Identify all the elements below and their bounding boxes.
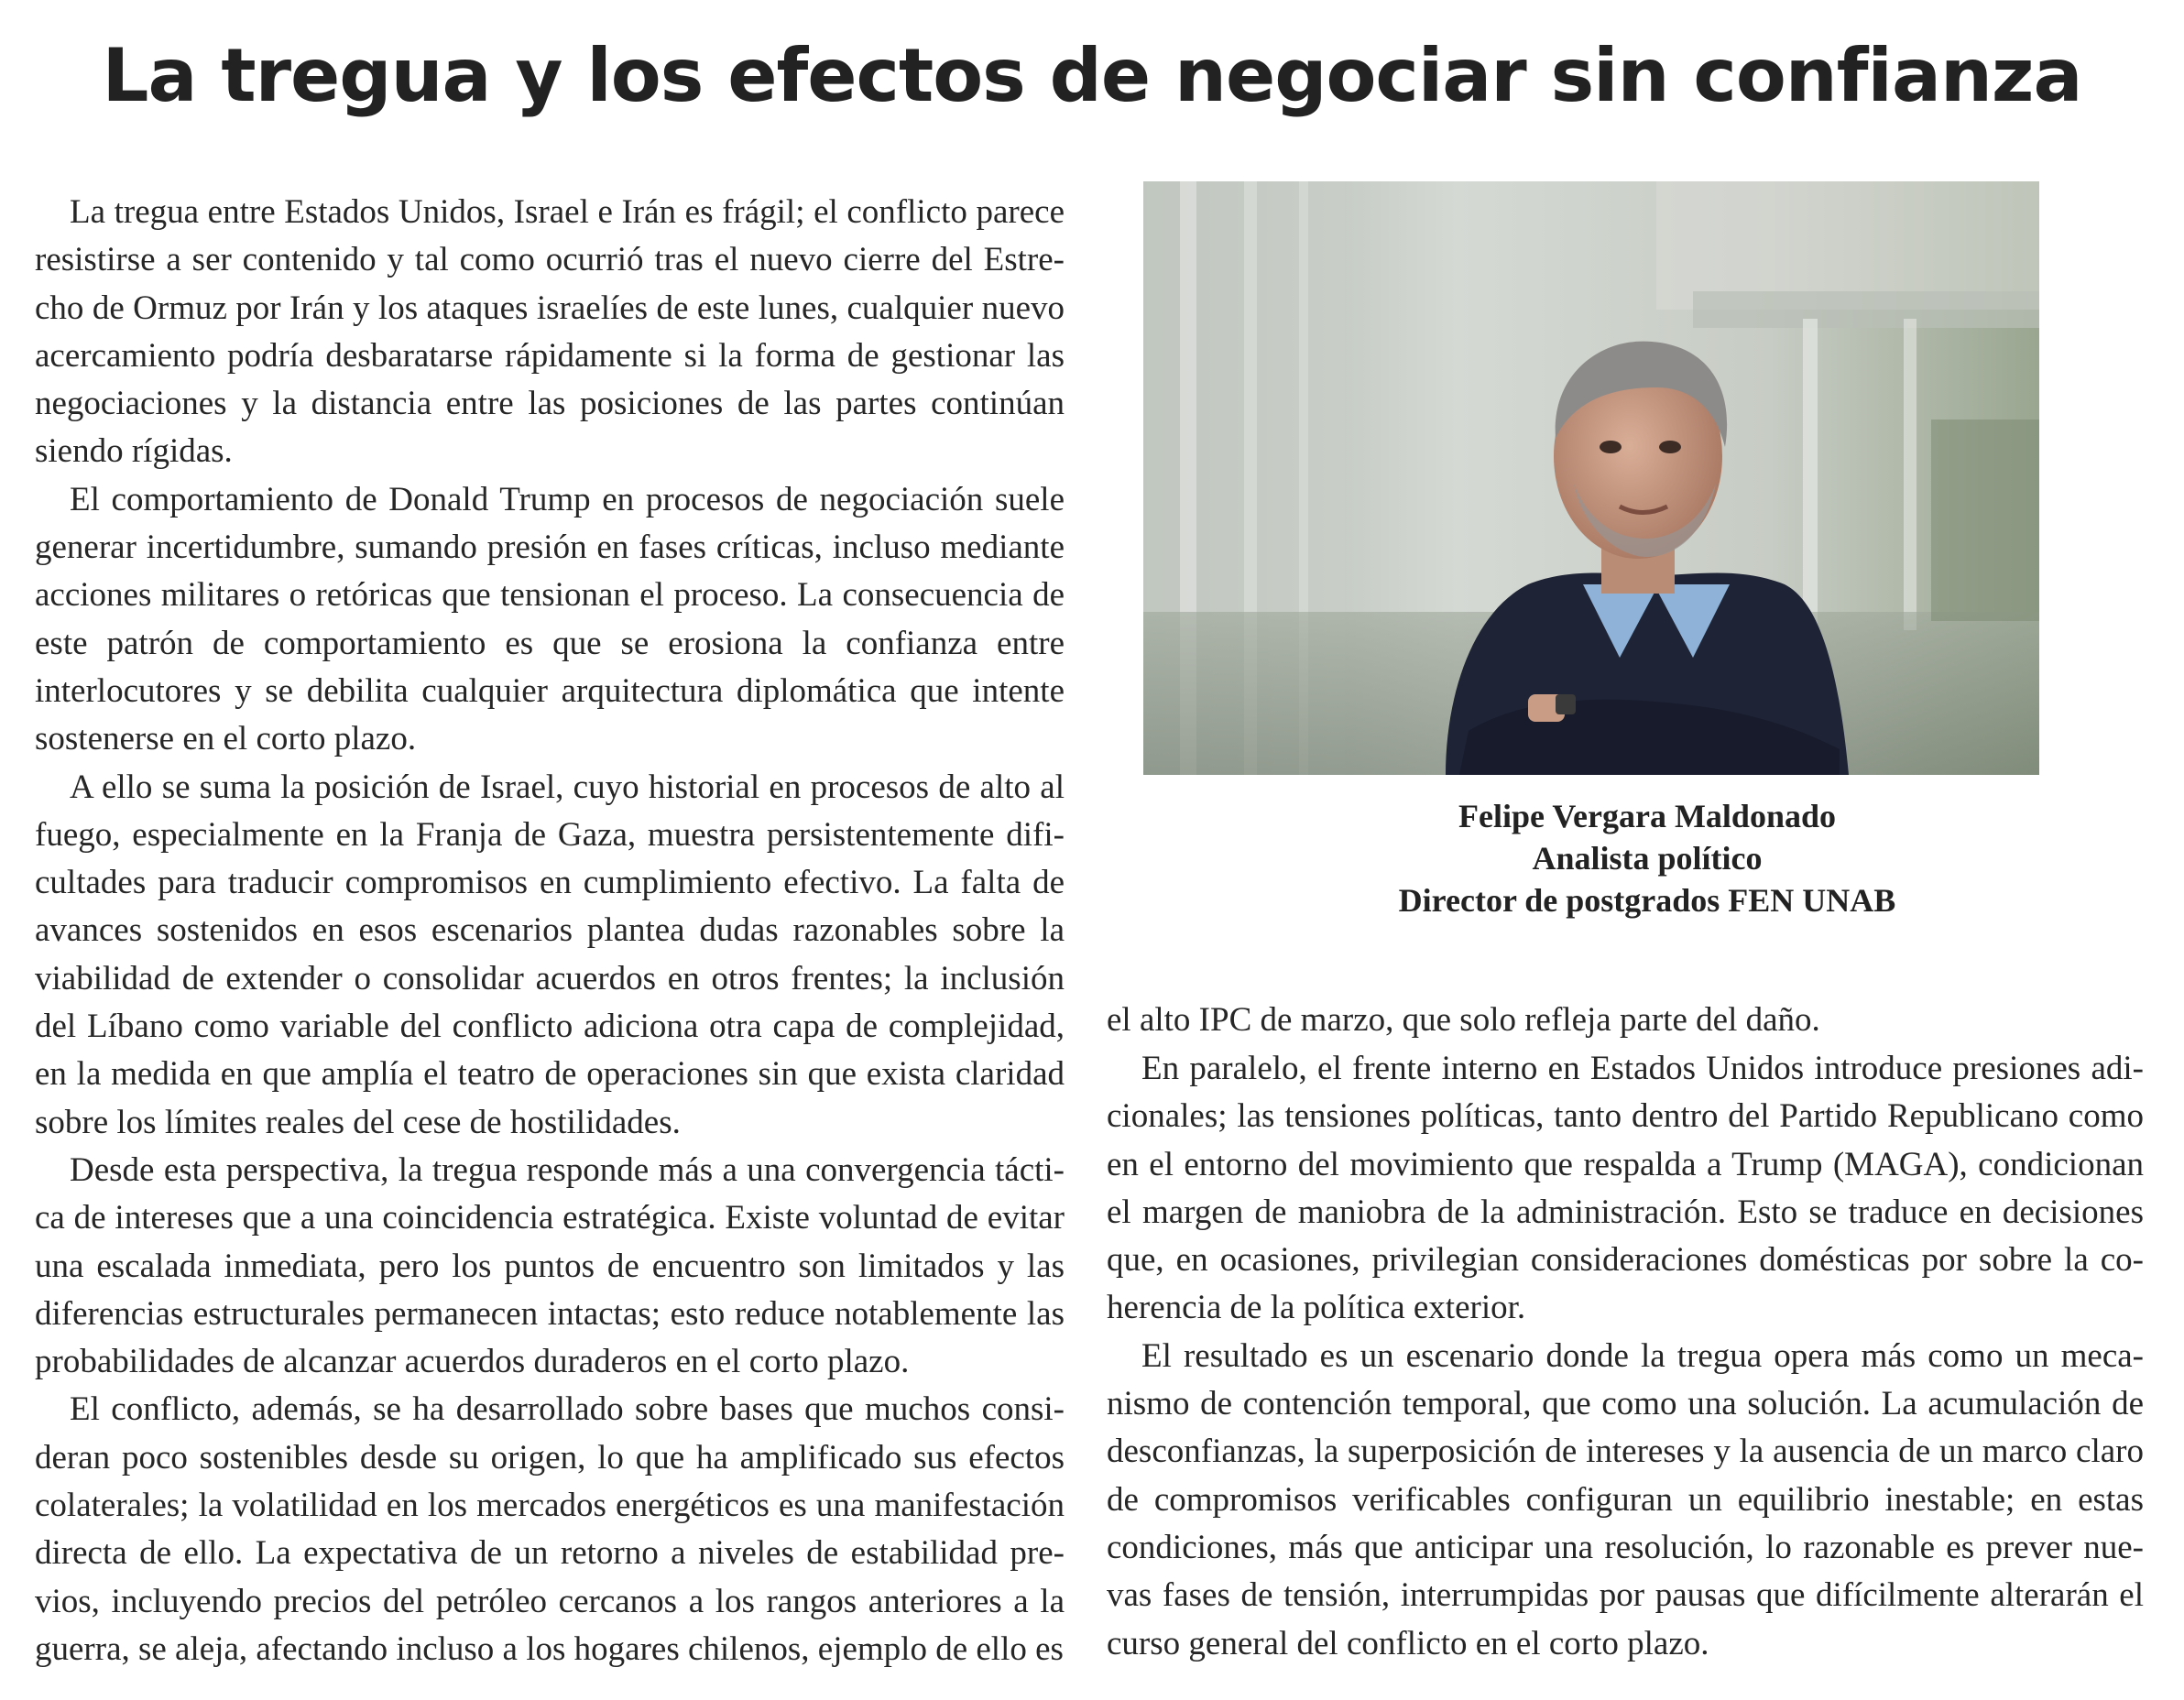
article-paragraph: La tregua entre Estados Unidos, Israel e Irán es frágil; el conflicto parece resistirse a ser contenido y tal como ocurrió tras el nuevo cierre del Estrecho de Ormuz por Irán y los ataques israelíes de este lunes, cualquier nuevo acercamiento podría desbaratarse rápidamente si la forma de gestionar las negociaciones y la distancia entre las posiciones de las partes continúan siendo rígidas.	[35, 193, 1065, 471]
article-paragraph: El comportamiento de Donald Trump en procesos de negociación suele generar incertidumbre, sumando presión en fases críticas, incluso mediante acciones militares o retóricas que tensionan el proceso. La consecuencia de este patrón de comportamiento es que se erosiona la confianza entre interlocutores y se debilita cualquier arquitectura diplomática que intente sostenerse en el corto plazo.	[35, 480, 1065, 758]
author-position: Director de postgrados FEN UNAB	[1398, 882, 1896, 919]
article-right-column	[1107, 1045, 2144, 1668]
headline: La tregua y los efectos de negociar sin confianza	[102, 33, 2082, 118]
author-role: Analista político	[1532, 840, 1763, 877]
article-paragraph: El conflicto, además, se ha desarrollado sobre bases que muchos consideran poco sostenibles desde su origen, lo que ha amplificado sus efectos colaterales; la volatilidad en los mercados energéticos es una manifestación directa de ello. La expectativa de un retorno a niveles de estabilidad previos, incluyendo precios del petróleo cercanos a los rangos anteriores a la guerra, se aleja, afectando incluso a los hogares chilenos, ejemplo de ello es	[35, 1390, 1065, 1668]
author-photo	[1143, 181, 2039, 775]
article-paragraph: Desde esta perspectiva, la tregua responde más a una convergencia táctica de intereses que a una coincidencia estratégica. Existe voluntad de evitar una escalada inmediata, pero los puntos de encuentro son limitados y las diferencias estructurales permanecen intactas; esto reduce notablemente las probabilidades de alcanzar acuerdos duraderos en el corto plazo.	[35, 1150, 1065, 1381]
author-caption	[1143, 795, 2151, 921]
article-right-continuation	[1107, 997, 2144, 1044]
article-paragraph-continuation: el alto IPC de marzo, que solo refleja parte del daño.	[1107, 1001, 1820, 1039]
article-paragraph: En paralelo, el frente interno en Estados Unidos introduce presiones adicionales; las tensiones políticas, tanto dentro del Partido Republicano como en el entorno del movimiento que respalda a Trump (MAGA), condicionan el margen de maniobra de la administración. Esto se traduce en decisiones que, en ocasiones, privilegian consideraciones domésticas por sobre la coherencia de la política exterior.	[1107, 1050, 2144, 1327]
article-paragraph: El resultado es un escenario donde la tregua opera más como un mecanismo de contención temporal, que como una solución. La acumulación de desconfianzas, la superposición de intereses y la ausencia de un marco claro de compromisos verificables configuran un equilibrio inestable; en estas condiciones, más que anticipar una resolución, lo razonable es prever nuevas fases de tensión, interrumpidas por pausas que difícilmente alterarán el curso general del conflicto en el corto plazo.	[1107, 1336, 2144, 1662]
author-portrait-image	[1143, 181, 2039, 775]
author-name: Felipe Vergara Maldonado	[1458, 798, 1836, 834]
article-paragraph: A ello se suma la posición de Israel, cuyo historial en procesos de alto al fuego, especialmente en la Franja de Gaza, muestra persistentemente dificultades para traducir compromisos en cumplimiento efectivo. La falta de avances sostenidos en esos escenarios plantea dudas razonables sobre la viabilidad de extender o consolidar acuerdos en otros frentes; la inclusión del Líbano como variable del conflicto adiciona otra capa de complejidad, en la medida en que amplía el teatro de operaciones sin que exista claridad sobre los límites reales del cese de hostilidades.	[35, 768, 1065, 1141]
article-left-column	[35, 189, 1065, 1673]
